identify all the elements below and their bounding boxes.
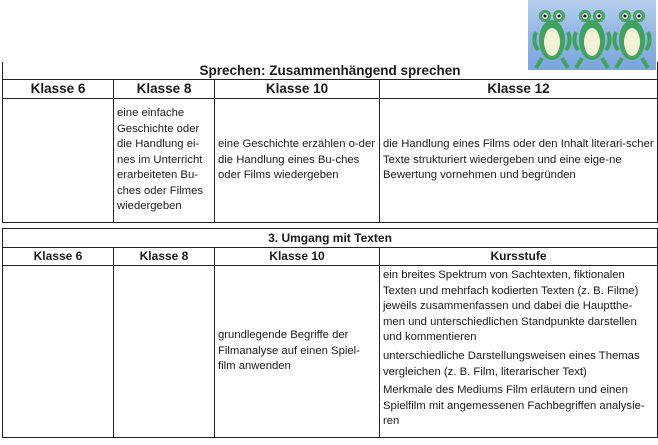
column-header: Klasse 12 bbox=[380, 80, 658, 99]
competence-item: ein breites Spektrum von Sachtexten, fiktionalen Texten und mehrfach kodierten Texten (z. B. Filme) jeweils zusammenfassen und dabei die Hauptthe-men und unterschiedlichen Standpunkte darstellen und kommentieren bbox=[383, 269, 639, 344]
table-cell-klasse10: eine Geschichte erzählen o-der die Handlung eines Bu-ches oder Films wiedergeben bbox=[215, 99, 380, 223]
table-cell-kursstufe bbox=[380, 266, 658, 438]
column-header: Klasse 10 bbox=[215, 248, 380, 266]
column-header: Klasse 6 bbox=[3, 80, 114, 99]
table-cell-klasse8: eine einfache Geschichte oder die Handlung ei-nes im Unterricht erarbeiteten Bu-ches oder Filmes wiedergeben bbox=[114, 99, 215, 223]
section-title: 3. Umgang mit Texten bbox=[3, 229, 658, 248]
frogs-illustration bbox=[528, 0, 656, 70]
frog-icon bbox=[534, 10, 569, 68]
column-header: Klasse 6 bbox=[3, 248, 114, 266]
competence-item: unterschiedliche Darstellungsweisen eines Themas vergleichen (z. B. Film, literarischer Text) bbox=[383, 349, 640, 378]
column-header: Kursstufe bbox=[380, 248, 658, 266]
competence-item: Merkmale des Mediums Film erläutern und einen Spielfilm mit angemessenen Fachbegriffen analysie-ren bbox=[383, 384, 645, 428]
table-title: Sprechen: Zusammenhängend sprechen bbox=[3, 62, 658, 80]
column-header: Klasse 8 bbox=[114, 80, 215, 99]
table-cell-klasse10: grundlegende Begriffe der Filmanalyse auf einen Spiel-film anwenden bbox=[215, 266, 380, 438]
table-cell-klasse12: die Handlung eines Films oder den Inhalt literari-scher Texte strukturiert wiedergeben und eine eige-ne Bewertung vornehmen und begründen bbox=[380, 99, 658, 223]
table-cell-klasse6 bbox=[3, 266, 114, 438]
frog-icon bbox=[614, 10, 649, 68]
texts-table bbox=[2, 228, 658, 438]
frog-icon bbox=[574, 10, 609, 68]
table-cell-klasse6 bbox=[3, 99, 114, 223]
column-header: Klasse 8 bbox=[114, 248, 215, 266]
speaking-table bbox=[2, 62, 658, 223]
table-cell-klasse8 bbox=[114, 266, 215, 438]
column-header: Klasse 10 bbox=[215, 80, 380, 99]
